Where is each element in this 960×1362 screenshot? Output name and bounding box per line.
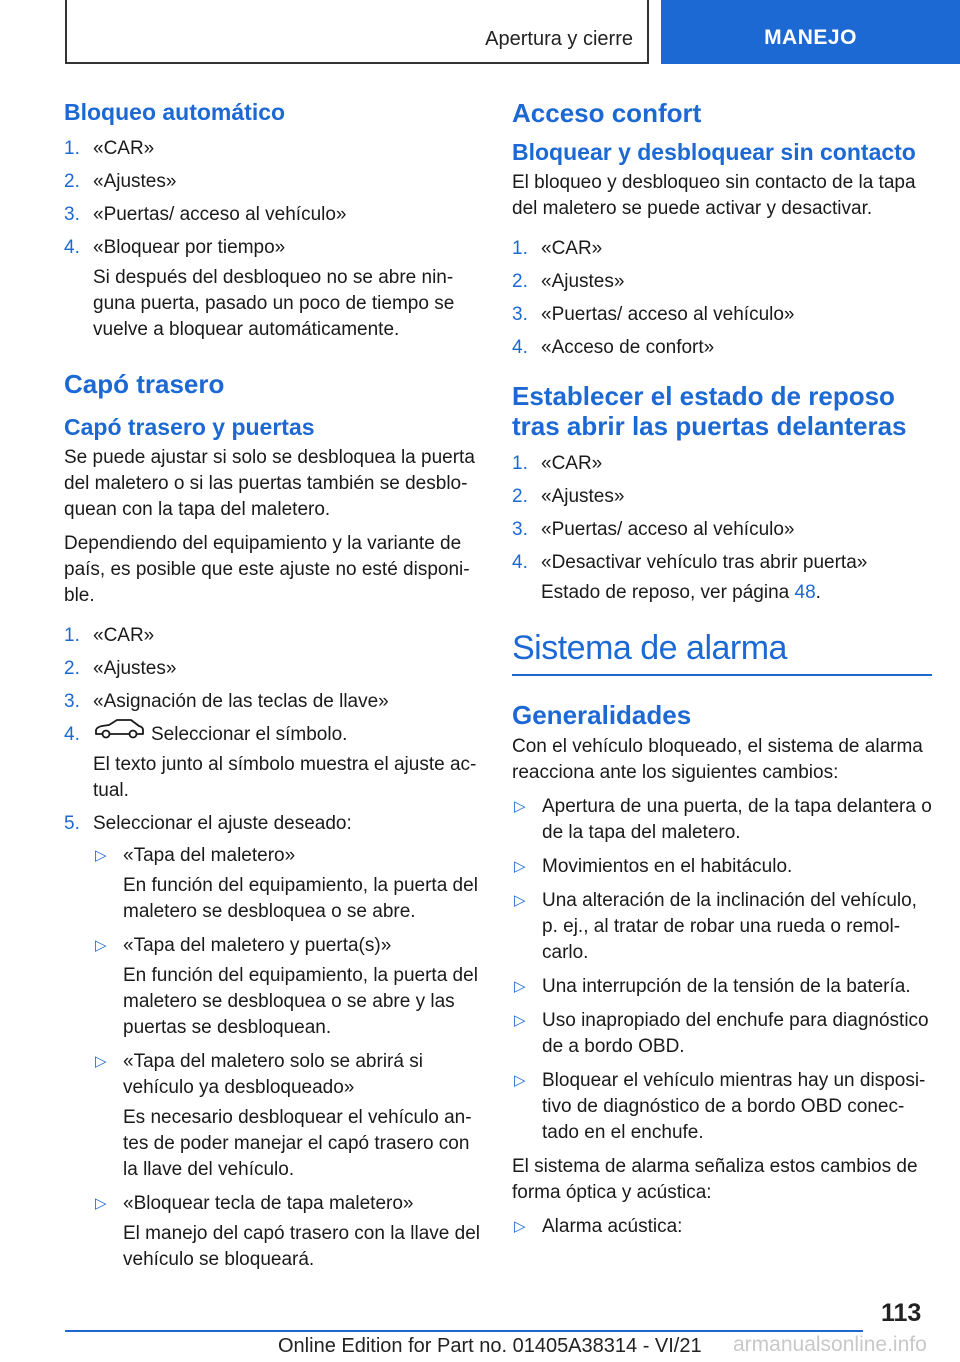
bullet-text: Apertura de una puerta, de la tapa delantera o de la tapa del maletero.	[542, 796, 932, 843]
paragraph: Dependiendo del equipamiento y la variante de país, es posible que este ajuste no esté disponi‐ ble.	[64, 533, 470, 606]
paragraph: El sistema de alarma señaliza estos cambios de forma óptica y acústica:	[512, 1156, 918, 1203]
step-number: 2.	[64, 658, 80, 679]
step-number: 4.	[512, 337, 528, 358]
list-item	[512, 335, 932, 361]
triangle-right-outline-icon: ▷	[95, 1053, 107, 1071]
step-number: 2.	[512, 271, 528, 292]
option-label: «Bloquear tecla de tapa maletero»	[123, 1193, 414, 1215]
list-item	[93, 933, 484, 1041]
alarm-signal-list	[512, 1214, 932, 1240]
list-item	[93, 1049, 484, 1183]
step-note: El texto junto al símbolo muestra el ajuste ac‐ tual.	[93, 754, 477, 802]
step-note: Si después del desbloqueo no se abre nin‐ guna puerta, pasado un poco de tiempo se vuelve a bloquear automáticamente.	[93, 267, 455, 340]
triangle-right-outline-icon: ▷	[514, 858, 526, 875]
auto-lock-steps	[64, 136, 484, 343]
step-text: «Desactivar vehículo tras abrir puerta»	[541, 552, 868, 573]
triangle-right-outline-icon: ▷	[95, 1195, 107, 1213]
edition-note: Online Edition for Part no. 01405A38314 - VI/21	[278, 1335, 702, 1357]
triangle-right-outline-icon: ▷	[514, 978, 526, 995]
list-item	[93, 843, 484, 925]
list-item	[64, 136, 484, 162]
list-item	[64, 202, 484, 228]
heading-comfort: Acceso confort	[512, 98, 702, 128]
option-label: «Tapa del maletero y puerta(s)»	[123, 935, 392, 957]
chapter-title: MANEJO	[764, 26, 857, 49]
step-text: «Bloquear por tiempo»	[93, 237, 286, 258]
bullet-text: Uso inapropiado del enchufe para diagnóstico de a bordo OBD.	[542, 1010, 929, 1057]
list-item	[64, 656, 484, 682]
option-list	[93, 843, 484, 1273]
step-number: 2.	[64, 171, 80, 192]
step-text: «Puertas/ acceso al vehículo»	[93, 204, 347, 225]
option-description: Es necesario desbloquear el vehículo an‐ tes de poder manejar el capó trasero con la llave del vehículo.	[123, 1107, 472, 1181]
alarm-change-list	[512, 794, 932, 1146]
option-label: «Tapa del maletero solo se abrirá si vehículo ya desbloqueado»	[123, 1051, 423, 1099]
list-item	[64, 722, 484, 804]
option-description: El manejo del capó trasero con la llave del vehículo se bloqueará.	[123, 1223, 480, 1271]
list-item	[512, 794, 932, 846]
step-number: 1.	[64, 625, 80, 646]
paragraph: Se puede ajustar si solo se desbloquea la puerta del maletero o si las puertas también se desblo‐ quean con la tapa del maletero.	[64, 447, 475, 520]
note-suffix: .	[815, 582, 821, 603]
subheading-contactless: Bloquear y desbloquear sin contacto	[512, 139, 916, 165]
bullet-text: Bloquear el vehículo mientras hay un disposi‐ tivo de diagnóstico de a bordo OBD conec‐ tado en el enchufe.	[542, 1070, 926, 1143]
bullet-text: Una alteración de la inclinación del vehículo, p. ej., al tratar de robar una rueda o remol‐ carlo.	[542, 890, 917, 963]
bullet-text: Movimientos en el habitáculo.	[542, 856, 793, 877]
capo-steps	[64, 623, 484, 1273]
step-text: Seleccionar el ajuste deseado:	[93, 813, 352, 835]
list-item	[512, 236, 932, 262]
list-item	[64, 235, 484, 343]
step-text: «Acceso de confort»	[541, 337, 715, 358]
option-description: En función del equipamiento, la puerta del maletero se desbloquea o se abre y las puertas se desbloquean.	[123, 965, 478, 1039]
heading-capo: Capó trasero	[64, 369, 225, 399]
triangle-right-outline-icon: ▷	[514, 1012, 526, 1029]
list-item	[512, 517, 932, 543]
step-number: 4.	[512, 552, 528, 573]
triangle-right-outline-icon: ▷	[514, 892, 526, 909]
list-item	[64, 689, 484, 715]
section-tab	[65, 0, 649, 64]
step-number: 3.	[512, 519, 528, 540]
heading-alarm-system: Sistema de alarma	[512, 628, 932, 676]
list-item	[512, 854, 932, 880]
step-number: 3.	[512, 304, 528, 325]
list-item	[512, 302, 932, 328]
list-item	[64, 811, 484, 1273]
list-item	[64, 169, 484, 195]
triangle-right-outline-icon: ▷	[514, 798, 526, 815]
list-item	[512, 1214, 932, 1240]
chapter-tab	[661, 0, 960, 64]
rest-steps	[512, 451, 932, 606]
step-text: «Puertas/ acceso al vehículo»	[541, 519, 795, 540]
step-number: 4.	[64, 724, 80, 745]
list-item	[512, 974, 932, 1000]
list-item	[512, 550, 932, 606]
watermark: armanualsonline.info	[733, 1333, 927, 1356]
page-header	[0, 0, 960, 66]
step-text: «Ajustes»	[541, 271, 625, 292]
step-text: «CAR»	[541, 238, 603, 259]
left-column	[64, 98, 484, 1285]
heading-auto-lock: Bloqueo automático	[64, 99, 286, 125]
triangle-right-outline-icon: ▷	[95, 847, 107, 865]
paragraph: El bloqueo y desbloqueo sin contacto de la tapa del maletero se puede activar y desactivar.	[512, 172, 916, 219]
list-item	[512, 451, 932, 477]
step-note	[541, 580, 932, 606]
step-number: 3.	[64, 691, 80, 712]
step-text: «Puertas/ acceso al vehículo»	[541, 304, 795, 325]
triangle-right-outline-icon: ▷	[514, 1218, 526, 1235]
step-text: «Ajustes»	[93, 171, 177, 192]
step-text: «Ajustes»	[93, 658, 177, 679]
step-number: 4.	[64, 237, 80, 258]
step-number: 1.	[64, 138, 80, 159]
note-text: Estado de reposo, ver página	[541, 582, 795, 603]
list-item	[512, 269, 932, 295]
heading-rest-state: Establecer el estado de reposo tras abrir las puertas delanteras	[512, 381, 907, 441]
step-text: «Asignación de las teclas de llave»	[93, 691, 389, 712]
step-number: 1.	[512, 453, 528, 474]
footer-divider	[65, 1330, 863, 1332]
subheading-capo-puertas: Capó trasero y puertas	[64, 414, 315, 440]
list-item	[93, 1191, 484, 1273]
option-label: «Tapa del maletero»	[123, 845, 296, 867]
list-item	[512, 1068, 932, 1146]
bullet-text: Alarma acústica:	[542, 1216, 683, 1237]
step-number: 2.	[512, 486, 528, 507]
paragraph: Con el vehículo bloqueado, el sistema de alarma reacciona ante los siguientes cambios:	[512, 736, 923, 783]
section-title: Apertura y cierre	[485, 28, 633, 50]
step-number: 1.	[512, 238, 528, 259]
step-number: 3.	[64, 204, 80, 225]
right-column	[512, 98, 932, 1248]
car-key-icon	[93, 718, 145, 748]
subheading-general: Generalidades	[512, 700, 692, 730]
list-item	[64, 623, 484, 649]
step-text: «CAR»	[541, 453, 603, 474]
triangle-right-outline-icon: ▷	[514, 1072, 526, 1089]
comfort-steps	[512, 236, 932, 361]
list-item	[512, 888, 932, 966]
step-text: Seleccionar el símbolo.	[151, 724, 348, 746]
option-description: En función del equipamiento, la puerta del maletero se desbloquea o se abre.	[123, 875, 478, 923]
step-text: «CAR»	[93, 625, 155, 646]
page-number: 113	[881, 1299, 922, 1327]
triangle-right-outline-icon: ▷	[95, 937, 107, 955]
step-number: 5.	[64, 813, 80, 835]
step-text: «Ajustes»	[541, 486, 625, 507]
step-text: «CAR»	[93, 138, 155, 159]
list-item	[512, 1008, 932, 1060]
page-reference-link[interactable]: 48	[794, 582, 816, 603]
bullet-text: Una interrupción de la tensión de la batería.	[542, 976, 911, 997]
list-item	[512, 484, 932, 510]
